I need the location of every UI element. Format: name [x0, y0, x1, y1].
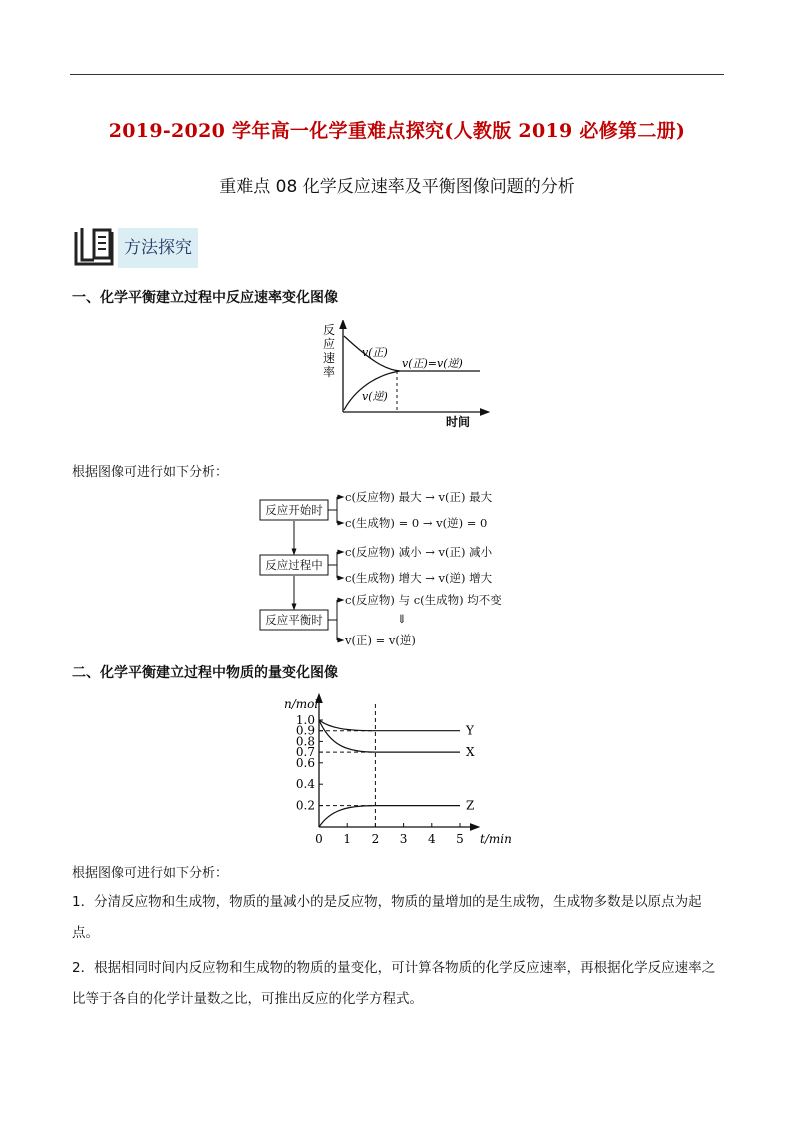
start-line-2: c(生成物) = 0 → v(逆) = 0: [345, 516, 488, 530]
y-tick-label: 0.9: [295, 723, 315, 738]
x-tick-label: 3: [399, 832, 408, 846]
y-tick-label: 0.4: [295, 777, 315, 792]
rate-chart: [300, 320, 500, 432]
amount-chart: [270, 692, 520, 852]
section2-heading: 二、化学平衡建立过程中物质的量变化图像: [72, 665, 338, 681]
ylabel-char-2: 应: [323, 337, 336, 351]
stage-label-start: 反应开始时: [265, 503, 323, 517]
ylabel-char-4: 率: [323, 365, 336, 379]
page-title: 2019-2020 学年高一化学重难点探究(人教版 2019 必修第二册): [108, 120, 686, 142]
method-section-label: 方法探究: [118, 228, 198, 268]
y-tick-label: 0.7: [295, 745, 315, 760]
series-label-Z: Z: [466, 798, 475, 813]
series-label-X: X: [466, 745, 475, 760]
y-axis-label: n/mol: [284, 697, 319, 711]
header-rule: [70, 74, 724, 75]
equilibrium-arrow: ⇓: [397, 612, 407, 626]
series-label-Y: Y: [466, 723, 474, 738]
section1-heading: 一、化学平衡建立过程中反应速率变化图像: [72, 290, 338, 306]
rate-flow-diagram: [255, 485, 555, 650]
stage-label-equilibrium: 反应平衡时: [265, 613, 323, 627]
analysis-intro-2: 根据图像可进行如下分析：: [72, 866, 229, 881]
analysis-intro-1: 根据图像可进行如下分析：: [72, 465, 229, 480]
process-line-1: c(反应物) 减小 → v(正) 减小: [345, 545, 493, 559]
series-curve-Y: [319, 720, 375, 731]
x-tick-label: 1: [343, 832, 352, 846]
x-tick-label: 4: [427, 832, 436, 846]
point-1: 1．分清反应物和生成物，物质的量减小的是反应物，物质的量增加的是生成物，生成物多数是以原点为起点。: [72, 894, 702, 941]
x-tick-label: 2: [371, 832, 380, 846]
point-2: 2．根据相同时间内反应物和生成物的物质的量变化，可计算各物质的化学反应速率，再根据化学反应速率之比等于各自的化学计量数之比，可推出反应的化学方程式。: [72, 960, 716, 1007]
stage-label-process: 反应过程中: [265, 558, 323, 572]
equilibrium-line-1: c(反应物) 与 c(生成物) 均不变: [345, 593, 502, 607]
y-tick-label: 0.6: [295, 755, 315, 770]
y-tick-label: 0.8: [295, 734, 315, 749]
ylabel-char-3: 速: [323, 351, 336, 365]
equal-rate-label: v(正)=v(逆): [402, 357, 463, 370]
x-axis-label: 时间: [446, 415, 471, 429]
equilibrium-line-2: v(正) = v(逆): [345, 633, 416, 647]
ylabel-char-1: 反: [323, 323, 336, 337]
x-axis-label: t/min: [480, 832, 512, 846]
y-tick-label: 1.0: [295, 713, 315, 727]
x-tick-label: 5: [456, 832, 464, 846]
page-subtitle: 重难点 08 化学反应速率及平衡图像问题的分析: [219, 177, 575, 197]
reverse-rate-label: v(逆): [362, 390, 388, 403]
forward-rate-label: v(正): [362, 346, 388, 359]
x-tick-label: 0: [315, 832, 323, 846]
start-line-1: c(反应物) 最大 → v(正) 最大: [345, 490, 493, 504]
y-tick-label: 0.2: [295, 798, 315, 813]
process-line-2: c(生成物) 增大 → v(逆) 增大: [345, 571, 493, 585]
